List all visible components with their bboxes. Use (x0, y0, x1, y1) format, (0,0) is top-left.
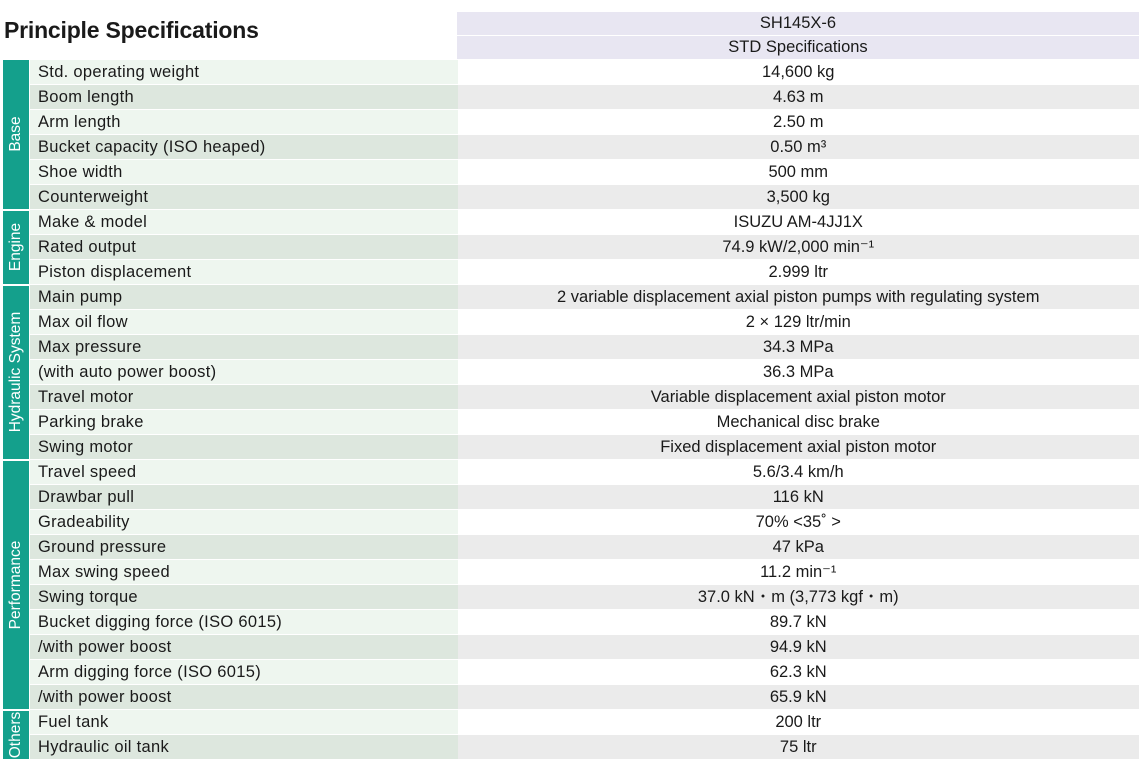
spec-value: 37.0 kN・m (3,773 kgf・m) (458, 585, 1140, 610)
spec-label: Make & model (30, 210, 458, 235)
spec-row (3, 160, 1139, 185)
spec-row (3, 710, 1139, 735)
spec-label: Swing torque (30, 585, 458, 610)
spec-value: 5.6/3.4 km/h (458, 460, 1140, 485)
spec-type-header: STD Specifications (457, 36, 1139, 59)
spec-label: Max oil flow (30, 310, 458, 335)
spec-value: 65.9 kN (458, 685, 1140, 710)
spec-value: 89.7 kN (458, 610, 1140, 635)
spec-row (3, 585, 1139, 610)
page-title: Principle Specifications (4, 17, 259, 43)
spec-label: Ground pressure (30, 535, 458, 560)
spec-label: Counterweight (30, 185, 458, 210)
spec-label: Parking brake (30, 410, 458, 435)
group-band (3, 285, 30, 460)
spec-row (3, 485, 1139, 510)
spec-label: Bucket capacity (ISO heaped) (30, 135, 458, 160)
spec-value: 500 mm (458, 160, 1140, 185)
spec-value: 11.2 min⁻¹ (458, 560, 1140, 585)
spec-label: (with auto power boost) (30, 360, 458, 385)
spec-value: 0.50 m³ (458, 135, 1140, 160)
spec-value: 3,500 kg (458, 185, 1140, 210)
spec-row (3, 435, 1139, 460)
spec-row (3, 660, 1139, 685)
spec-label: Max swing speed (30, 560, 458, 585)
model-header: SH145X-6 (457, 12, 1139, 36)
group-label: Hydraulic System (7, 311, 24, 433)
spec-row (3, 335, 1139, 360)
spec-row (3, 185, 1139, 210)
spec-row (3, 685, 1139, 710)
spec-row (3, 560, 1139, 585)
spec-value: 47 kPa (458, 535, 1140, 560)
group-label: Base (7, 116, 24, 152)
spec-label: /with power boost (30, 685, 458, 710)
spec-label: Travel speed (30, 460, 458, 485)
spec-value: 4.63 m (458, 85, 1140, 110)
spec-label: Std. operating weight (30, 60, 458, 85)
spec-row (3, 360, 1139, 385)
spec-row (3, 260, 1139, 285)
spec-row (3, 610, 1139, 635)
spec-row (3, 410, 1139, 435)
spec-label: Shoe width (30, 160, 458, 185)
spec-row (3, 385, 1139, 410)
spec-row (3, 210, 1139, 235)
spec-value: Mechanical disc brake (458, 410, 1140, 435)
spec-label: Arm digging force (ISO 6015) (30, 660, 458, 685)
spec-value: 2 variable displacement axial piston pumps with regulating system (458, 285, 1140, 310)
spec-label: Hydraulic oil tank (30, 735, 458, 760)
spec-label: Swing motor (30, 435, 458, 460)
spec-value: 36.3 MPa (458, 360, 1140, 385)
spec-value: 116 kN (458, 485, 1140, 510)
group-label: Performance (7, 540, 24, 629)
spec-label: Drawbar pull (30, 485, 458, 510)
spec-value: 75 ltr (458, 735, 1140, 760)
spec-value: 14,600 kg (458, 60, 1140, 85)
spec-label: Piston displacement (30, 260, 458, 285)
spec-row (3, 235, 1139, 260)
group-band (3, 460, 30, 710)
spec-value: 70% <35˚ > (458, 510, 1140, 535)
group-band (3, 210, 30, 285)
spec-label: Bucket digging force (ISO 6015) (30, 610, 458, 635)
spec-value: 2 × 129 ltr/min (458, 310, 1140, 335)
spec-value: Fixed displacement axial piston motor (458, 435, 1140, 460)
group-label: Engine (7, 222, 24, 272)
group-label: Others (7, 711, 24, 758)
spec-row (3, 460, 1139, 485)
spec-value: 2.999 ltr (458, 260, 1140, 285)
spec-row (3, 735, 1139, 760)
spec-row (3, 635, 1139, 660)
spec-value: ISUZU AM-4JJ1X (458, 210, 1140, 235)
spec-value: 200 ltr (458, 710, 1140, 735)
spec-label: Boom length (30, 85, 458, 110)
spec-row (3, 135, 1139, 160)
spec-value: 94.9 kN (458, 635, 1140, 660)
spec-row (3, 510, 1139, 535)
spec-label: Arm length (30, 110, 458, 135)
spec-row (3, 535, 1139, 560)
spec-label: Travel motor (30, 385, 458, 410)
spec-label: Gradeability (30, 510, 458, 535)
spec-row (3, 85, 1139, 110)
group-band (3, 710, 30, 760)
spec-row (3, 285, 1139, 310)
spec-label: Main pump (30, 285, 458, 310)
spec-value: 62.3 kN (458, 660, 1140, 685)
spec-row (3, 110, 1139, 135)
spec-value: 74.9 kW/2,000 min⁻¹ (458, 235, 1140, 260)
spec-label: Rated output (30, 235, 458, 260)
spec-value: 34.3 MPa (458, 335, 1140, 360)
spec-row (3, 310, 1139, 335)
spec-label: Max pressure (30, 335, 458, 360)
spec-label: Fuel tank (30, 710, 458, 735)
spec-row (3, 60, 1139, 85)
group-band (3, 60, 30, 210)
spec-value: Variable displacement axial piston motor (458, 385, 1140, 410)
spec-value: 2.50 m (458, 110, 1140, 135)
spec-label: /with power boost (30, 635, 458, 660)
spec-table (3, 60, 1139, 761)
